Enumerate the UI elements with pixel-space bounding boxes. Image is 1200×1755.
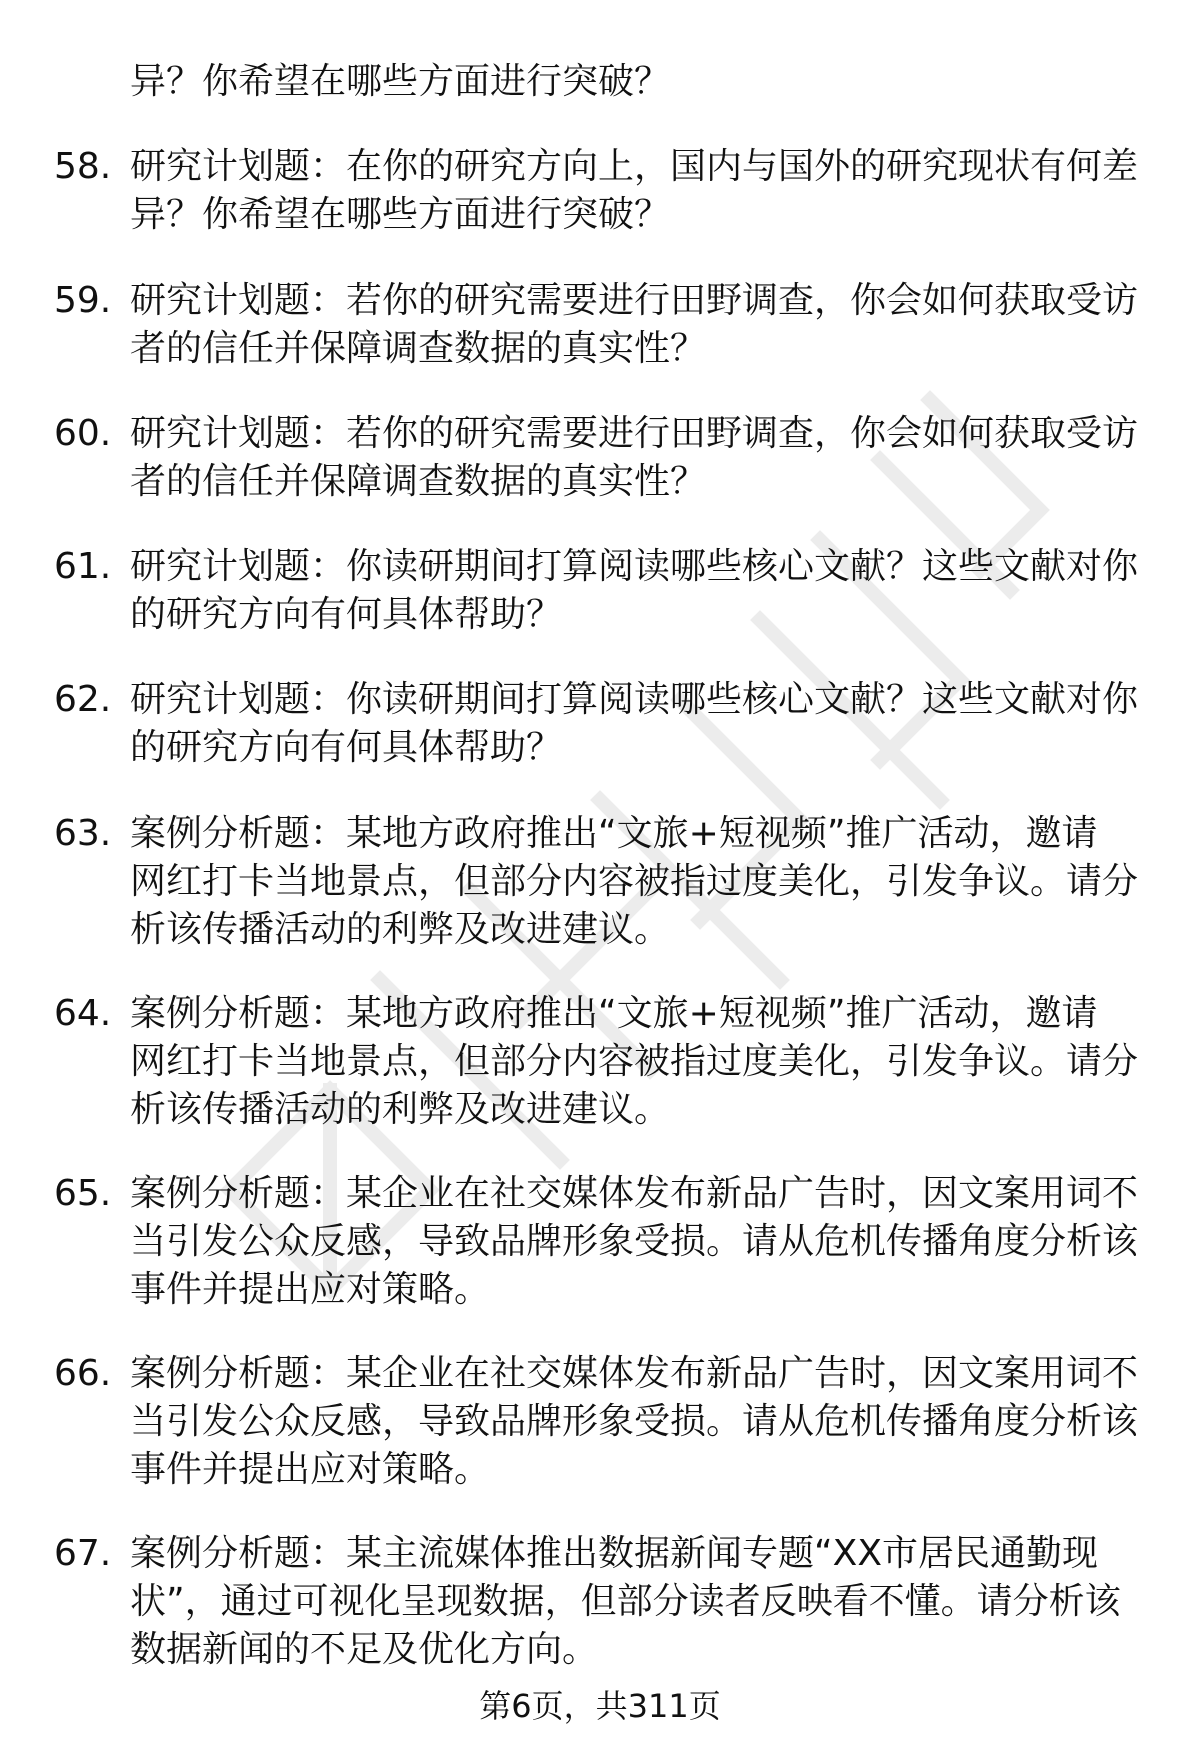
- question-number: 60.: [54, 413, 112, 454]
- question-text-line: 析该传播活动的利弊及改进建议。: [130, 909, 671, 950]
- question-text-line: 者的信任并保障调查数据的真实性？: [130, 461, 707, 502]
- question-text-line: 数据新闻的不足及优化方向。: [130, 1629, 599, 1670]
- question-number: 63.: [54, 813, 112, 854]
- question-text: [130, 410, 1140, 506]
- question-text-line: 研究计划题：在你的研究方向上，国内与国外的研究现状有何差: [130, 146, 1139, 187]
- question-text: [130, 1350, 1140, 1494]
- question-number: 58.: [54, 146, 112, 187]
- question-text-line: 异？你希望在哪些方面进行突破？: [130, 194, 671, 235]
- question-number: 67.: [54, 1533, 112, 1574]
- question-text: [130, 1170, 1140, 1314]
- question-text-line: 案例分析题：某企业在社交媒体发布新品广告时，因文案用词不: [130, 1353, 1139, 1394]
- question-number: 61.: [54, 546, 112, 587]
- question-text-line: 事件并提出应对策略。: [130, 1449, 491, 1490]
- question-text-line: 研究计划题：你读研期间打算阅读哪些核心文献？这些文献对你: [130, 546, 1139, 587]
- question-text: [130, 143, 1140, 239]
- question-text-line: 案例分析题：某企业在社交媒体发布新品广告时，因文案用词不: [130, 1173, 1139, 1214]
- question-text-line: 者的信任并保障调查数据的真实性？: [130, 328, 707, 369]
- question-text-line: 案例分析题：某主流媒体推出数据新闻专题“XX市居民通勤现: [130, 1533, 1098, 1574]
- question-number: 65.: [54, 1173, 112, 1214]
- question-text-line: 状”，通过可视化呈现数据，但部分读者反映看不懂。请分析该: [130, 1581, 1121, 1622]
- question-text: [130, 990, 1140, 1134]
- question-text-line: 案例分析题：某地方政府推出“文旅+短视频”推广活动，邀请: [130, 813, 1098, 854]
- question-text-line: 的研究方向有何具体帮助？: [130, 594, 563, 635]
- question-text-line: 的研究方向有何具体帮助？: [130, 727, 563, 768]
- question-text: [130, 1530, 1140, 1674]
- question-text-line: 析该传播活动的利弊及改进建议。: [130, 1089, 671, 1130]
- continued-question-text: 异？你希望在哪些方面进行突破？: [130, 61, 671, 102]
- question-text: [130, 676, 1140, 772]
- question-text-line: 当引发公众反感，导致品牌形象受损。请从危机传播角度分析该: [130, 1221, 1139, 1262]
- question-number: 62.: [54, 679, 112, 720]
- question-text: [130, 543, 1140, 639]
- question-number: 59.: [54, 280, 112, 321]
- question-text-line: 事件并提出应对策略。: [130, 1269, 491, 1310]
- question-text-line: 当引发公众反感，导致品牌形象受损。请从危机传播角度分析该: [130, 1401, 1139, 1442]
- question-text-line: 案例分析题：某地方政府推出“文旅+短视频”推广活动，邀请: [130, 993, 1098, 1034]
- question-text: [130, 810, 1140, 954]
- question-text-line: 研究计划题：若你的研究需要进行田野调查，你会如何获取受访: [130, 413, 1139, 454]
- question-text: [130, 277, 1140, 373]
- page-footer: 第6页，共311页: [479, 1687, 721, 1725]
- question-text-line: 研究计划题：若你的研究需要进行田野调查，你会如何获取受访: [130, 280, 1139, 321]
- question-number: 66.: [54, 1353, 112, 1394]
- question-text-line: 研究计划题：你读研期间打算阅读哪些核心文献？这些文献对你: [130, 679, 1139, 720]
- question-number: 64.: [54, 993, 112, 1034]
- question-text-line: 网红打卡当地景点，但部分内容被指过度美化，引发争议。请分: [130, 1041, 1139, 1082]
- question-text-line: 网红打卡当地景点，但部分内容被指过度美化，引发争议。请分: [130, 861, 1139, 902]
